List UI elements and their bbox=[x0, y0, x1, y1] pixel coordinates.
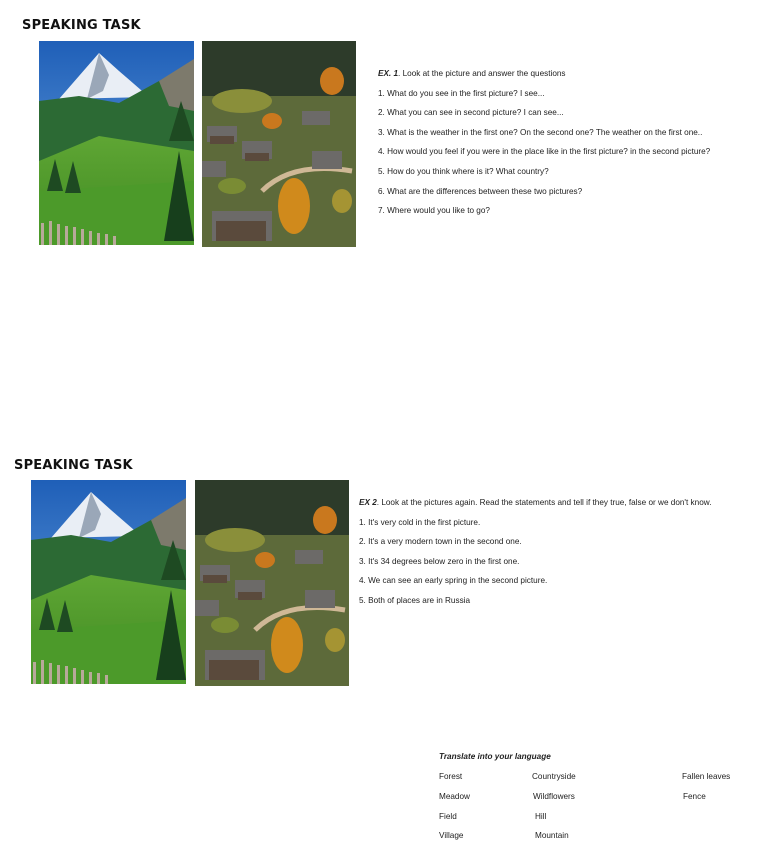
statement-2: 2. It's a very modern town in the second one. bbox=[359, 537, 522, 547]
statement-1: 1. It's very cold in the first picture. bbox=[359, 517, 481, 527]
question-7: 7. Where would you like to go? bbox=[378, 206, 490, 216]
word-mountain: Mountain bbox=[535, 831, 569, 840]
question-4: 4. How would you feel if you were in the place like in the first picture? in the second picture? bbox=[378, 147, 711, 157]
word-wildflowers: Wildflowers bbox=[533, 792, 575, 801]
question-3: 3. What is the weather in the first one? On the second one? The weather on the first one.. bbox=[378, 127, 703, 137]
word-forest: Forest bbox=[439, 772, 463, 781]
word-fence: Fence bbox=[683, 792, 706, 801]
translate-heading: Translate into your language bbox=[439, 752, 551, 761]
exercise1-label: EX. 1 bbox=[378, 69, 399, 78]
section2-title: SPEAKING TASK bbox=[14, 458, 133, 473]
exercise2-intro: . Look at the pictures again. Read the statements and tell if they true, false or we don't know. bbox=[376, 498, 712, 507]
statement-3: 3. It's 34 degrees below zero in the first one. bbox=[359, 556, 520, 566]
word-hill: Hill bbox=[535, 812, 547, 821]
statement-5: 5. Both of places are in Russia bbox=[359, 595, 471, 605]
word-village: Village bbox=[439, 831, 464, 840]
section1-title: SPEAKING TASK bbox=[22, 18, 141, 33]
question-2: 2. What you can see in second picture? I can see... bbox=[378, 108, 564, 118]
exercise2-label: EX 2 bbox=[359, 498, 377, 507]
word-meadow: Meadow bbox=[439, 792, 470, 801]
word-fallen-leaves: Fallen leaves bbox=[682, 772, 731, 781]
question-1: 1. What do you see in the first picture? I see... bbox=[378, 88, 545, 98]
question-5: 5. How do you think where is it? What country? bbox=[378, 166, 549, 176]
word-field: Field bbox=[439, 812, 457, 821]
word-countryside: Countryside bbox=[532, 772, 576, 781]
statement-4: 4. We can see an early spring in the second picture. bbox=[359, 576, 548, 586]
exercise1-intro: . Look at the picture and answer the questions bbox=[398, 69, 566, 78]
question-6: 6. What are the differences between these two pictures? bbox=[378, 186, 583, 196]
